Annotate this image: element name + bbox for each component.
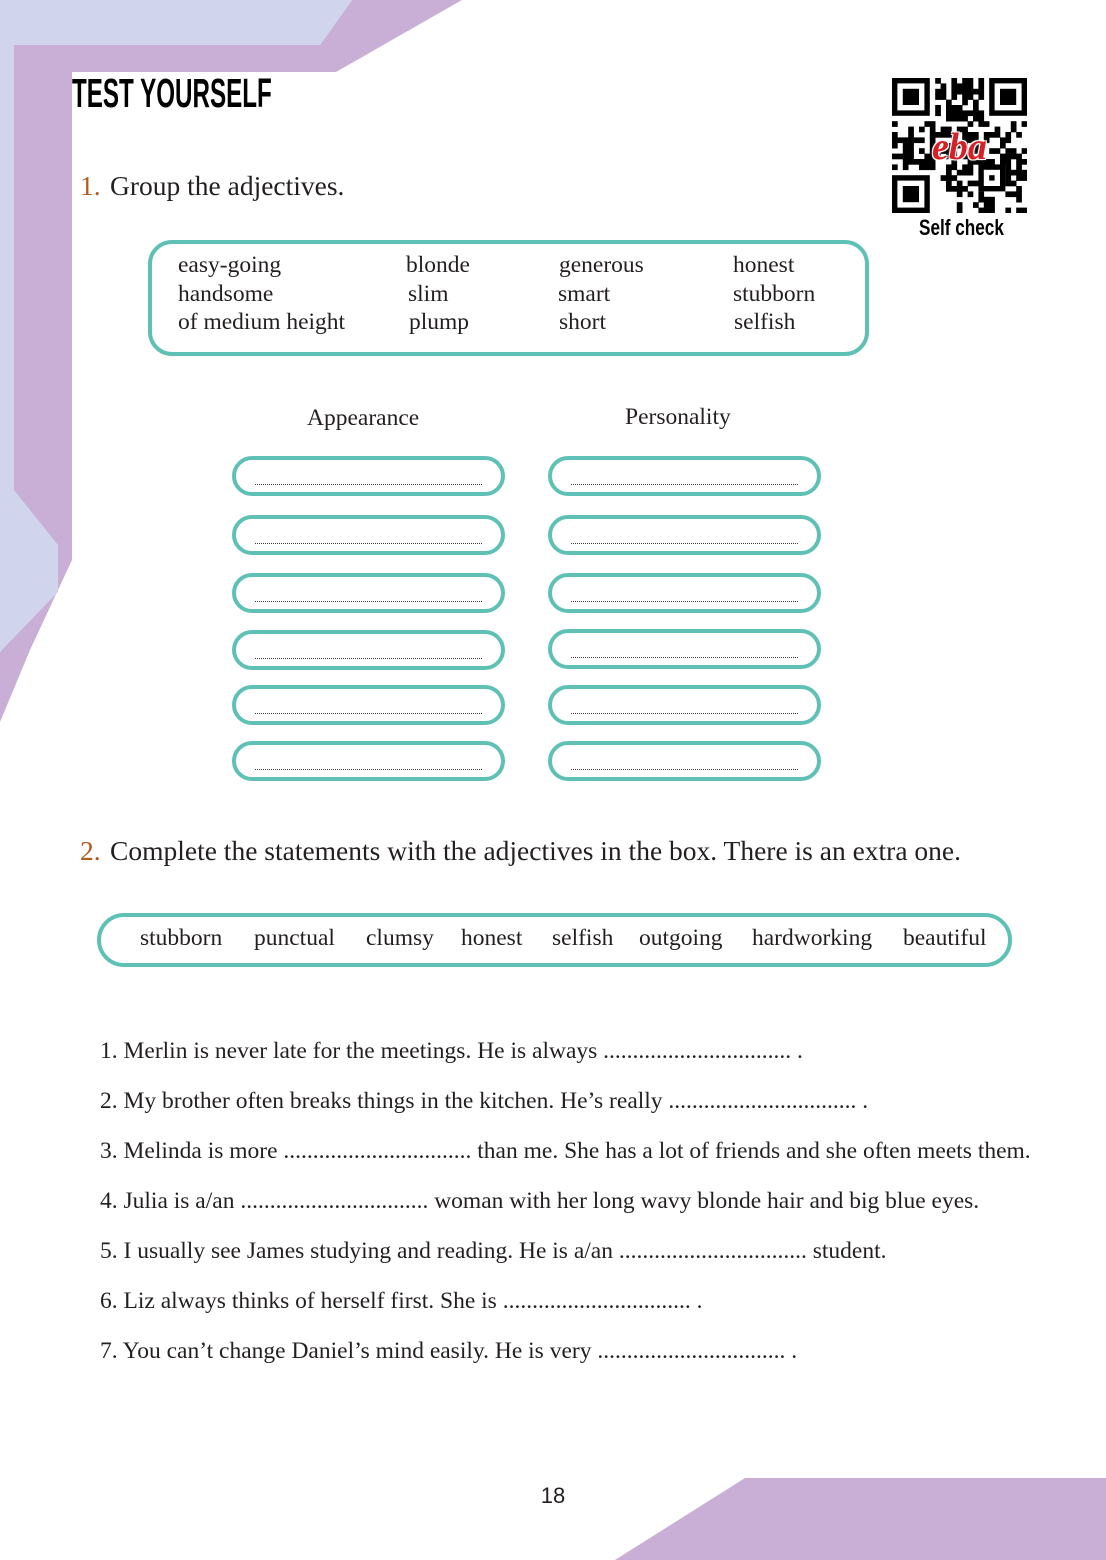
page-title: TEST YOURSELF bbox=[72, 70, 272, 116]
appearance-answer-slot bbox=[232, 515, 505, 555]
answer-dotted-line bbox=[571, 543, 798, 544]
personality-heading: Personality bbox=[625, 404, 731, 430]
eba-logo: eba bbox=[932, 126, 987, 168]
statement-item: 2. My brother often breaks things in the kitchen. He’s really ................................ . bbox=[100, 1088, 869, 1114]
appearance-answer-slot bbox=[232, 456, 505, 496]
personality-answer-slot bbox=[548, 741, 821, 781]
word-box-item: beautiful bbox=[903, 925, 987, 951]
self-check-caption: Self check bbox=[919, 215, 1004, 240]
statement-item: 3. Melinda is more ................................ than me. She has a lot of friends and she often meets them. bbox=[100, 1138, 1031, 1164]
word-box-item: easy-going bbox=[178, 252, 282, 278]
word-box-item: hardworking bbox=[752, 925, 873, 951]
word-box-item: stubborn bbox=[733, 281, 816, 307]
answer-dotted-line bbox=[571, 601, 798, 602]
appearance-heading: Appearance bbox=[307, 405, 420, 431]
exercise-2-instruction: Complete the statements with the adjectives in the box. There is an extra one. bbox=[110, 835, 961, 866]
statement-item: 1. Merlin is never late for the meetings. He is always ................................ . bbox=[100, 1038, 803, 1064]
word-box-item: honest bbox=[461, 925, 523, 951]
personality-answer-slot bbox=[548, 573, 821, 613]
answer-dotted-line bbox=[571, 657, 798, 658]
exercise-1-number: 1. bbox=[80, 170, 101, 201]
answer-dotted-line bbox=[255, 601, 482, 602]
exercise-2-number: 2. bbox=[80, 835, 101, 866]
word-box-item: smart bbox=[558, 281, 611, 307]
answer-dotted-line bbox=[571, 484, 798, 485]
personality-answer-slot bbox=[548, 515, 821, 555]
answer-dotted-line bbox=[571, 769, 798, 770]
word-box-item: short bbox=[559, 309, 606, 335]
answer-dotted-line bbox=[255, 658, 482, 659]
appearance-answer-slot bbox=[232, 685, 505, 725]
word-box-item: slim bbox=[408, 281, 449, 307]
answer-dotted-line bbox=[255, 769, 482, 770]
appearance-answer-slot bbox=[232, 630, 505, 670]
personality-answer-slot bbox=[548, 456, 821, 496]
word-box-item: blonde bbox=[406, 252, 470, 278]
word-box-item: honest bbox=[733, 252, 795, 278]
appearance-answer-slot bbox=[232, 741, 505, 781]
statement-item: 4. Julia is a/an ................................ woman with her long wavy blonde hair and big blue eyes. bbox=[100, 1188, 980, 1214]
page-number: 18 bbox=[540, 1483, 566, 1508]
word-box-item: handsome bbox=[178, 281, 274, 307]
word-box-item: of medium height bbox=[178, 309, 346, 335]
word-box-item: generous bbox=[559, 252, 644, 278]
statement-item: 6. Liz always thinks of herself first. She is ................................ . bbox=[100, 1288, 703, 1314]
answer-dotted-line bbox=[255, 543, 482, 544]
word-box-item: plump bbox=[409, 309, 470, 335]
word-box-item: clumsy bbox=[366, 925, 434, 951]
answer-dotted-line bbox=[255, 484, 482, 485]
word-box-item: selfish bbox=[734, 309, 796, 335]
answer-dotted-line bbox=[255, 713, 482, 714]
word-box-item: punctual bbox=[254, 925, 335, 951]
statement-item: 7. You can’t change Daniel’s mind easily. He is very ................................ . bbox=[100, 1338, 798, 1364]
answer-dotted-line bbox=[571, 713, 798, 714]
word-box-item: stubborn bbox=[140, 925, 223, 951]
word-box-item: selfish bbox=[552, 925, 614, 951]
personality-answer-slot bbox=[548, 685, 821, 725]
word-box-item: outgoing bbox=[639, 925, 723, 951]
appearance-answer-slot bbox=[232, 573, 505, 613]
personality-answer-slot bbox=[548, 629, 821, 669]
exercise-1-instruction: Group the adjectives. bbox=[110, 170, 345, 201]
statement-item: 5. I usually see James studying and reading. He is a/an ................................ student. bbox=[100, 1238, 887, 1264]
